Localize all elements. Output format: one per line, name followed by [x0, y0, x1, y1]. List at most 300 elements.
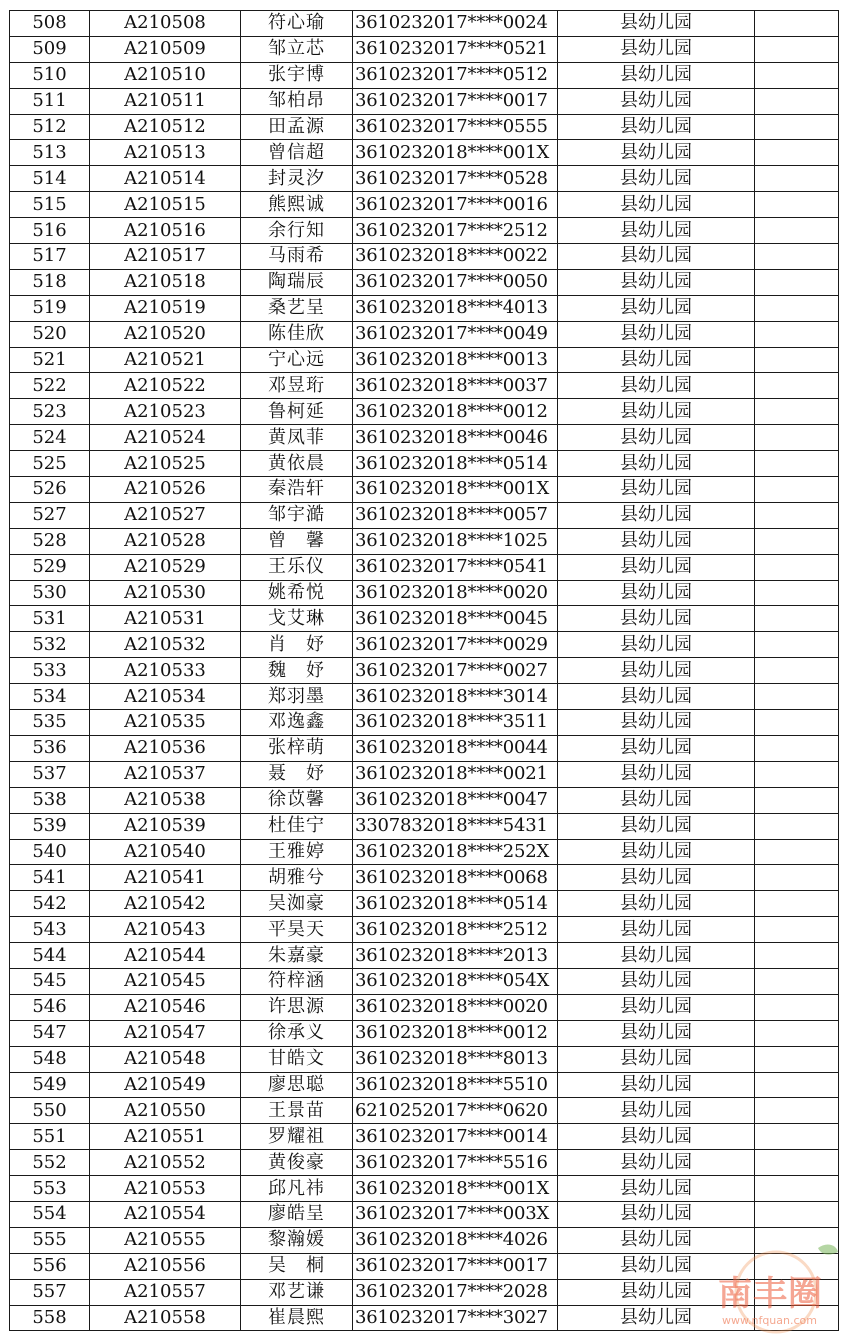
- child-name-cell: 黄俊豪: [241, 1150, 353, 1176]
- table-row: [10, 1020, 839, 1046]
- table-row: [10, 554, 839, 580]
- row-number-cell: 540: [10, 839, 90, 865]
- table-row: [10, 11, 839, 37]
- note-cell: [755, 761, 839, 787]
- school-name-cell: 县幼儿园: [558, 11, 755, 37]
- school-name-cell: 县幼儿园: [558, 735, 755, 761]
- table-row: [10, 321, 839, 347]
- note-cell: [755, 347, 839, 373]
- admission-code-cell: A210556: [90, 1253, 241, 1279]
- id-number-cell: 3610232018****1025: [353, 528, 558, 554]
- admission-code-cell: A210518: [90, 269, 241, 295]
- school-name-cell: 县幼儿园: [558, 1072, 755, 1098]
- table-row: [10, 684, 839, 710]
- row-number-cell: 516: [10, 218, 90, 244]
- table-row: [10, 1046, 839, 1072]
- note-cell: [755, 166, 839, 192]
- admission-code-cell: A210519: [90, 295, 241, 321]
- admission-code-cell: A210534: [90, 684, 241, 710]
- table-row: [10, 347, 839, 373]
- admission-code-cell: A210557: [90, 1279, 241, 1305]
- note-cell: [755, 632, 839, 658]
- id-number-cell: 3610232017****003X: [353, 1201, 558, 1227]
- id-number-cell: 3610232018****0068: [353, 865, 558, 891]
- child-name-cell: 邹立芯: [241, 36, 353, 62]
- note-cell: [755, 891, 839, 917]
- child-name-cell: 崔晨熙: [241, 1305, 353, 1331]
- table-row: [10, 528, 839, 554]
- row-number-cell: 515: [10, 192, 90, 218]
- note-cell: [755, 114, 839, 140]
- school-name-cell: 县幼儿园: [558, 710, 755, 736]
- id-number-cell: 3610232018****5510: [353, 1072, 558, 1098]
- note-cell: [755, 1201, 839, 1227]
- school-name-cell: 县幼儿园: [558, 1201, 755, 1227]
- school-name-cell: 县幼儿园: [558, 606, 755, 632]
- admission-code-cell: A210535: [90, 710, 241, 736]
- table-row: [10, 1150, 839, 1176]
- admission-code-cell: A210531: [90, 606, 241, 632]
- row-number-cell: 557: [10, 1279, 90, 1305]
- id-number-cell: 3610232018****2512: [353, 917, 558, 943]
- admission-code-cell: A210543: [90, 917, 241, 943]
- id-number-cell: 3610232017****2028: [353, 1279, 558, 1305]
- school-name-cell: 县幼儿园: [558, 502, 755, 528]
- note-cell: [755, 11, 839, 37]
- admission-code-cell: A210558: [90, 1305, 241, 1331]
- note-cell: [755, 735, 839, 761]
- note-cell: [755, 1072, 839, 1098]
- table-row: [10, 373, 839, 399]
- school-name-cell: 县幼儿园: [558, 1020, 755, 1046]
- id-number-cell: 3610232018****4026: [353, 1227, 558, 1253]
- admission-code-cell: A210527: [90, 502, 241, 528]
- table-row: [10, 1098, 839, 1124]
- school-name-cell: 县幼儿园: [558, 88, 755, 114]
- note-cell: [755, 658, 839, 684]
- child-name-cell: 曾 馨: [241, 528, 353, 554]
- table-row: [10, 36, 839, 62]
- school-name-cell: 县幼儿园: [558, 425, 755, 451]
- table-row: [10, 839, 839, 865]
- id-number-cell: 3610232018****0044: [353, 735, 558, 761]
- id-number-cell: 3610232018****0013: [353, 347, 558, 373]
- admission-code-cell: A210542: [90, 891, 241, 917]
- table-row: [10, 477, 839, 503]
- watermark-url: www.nfquan.com: [722, 1314, 817, 1327]
- table-row: [10, 140, 839, 166]
- note-cell: [755, 425, 839, 451]
- note-cell: [755, 787, 839, 813]
- school-name-cell: 县幼儿园: [558, 62, 755, 88]
- admission-code-cell: A210554: [90, 1201, 241, 1227]
- id-number-cell: 3610232018****0045: [353, 606, 558, 632]
- school-name-cell: 县幼儿园: [558, 1176, 755, 1202]
- child-name-cell: 杜佳宁: [241, 813, 353, 839]
- child-name-cell: 符梓涵: [241, 968, 353, 994]
- row-number-cell: 548: [10, 1046, 90, 1072]
- school-name-cell: 县幼儿园: [558, 1046, 755, 1072]
- child-name-cell: 邓艺谦: [241, 1279, 353, 1305]
- id-number-cell: 3610232018****001X: [353, 1176, 558, 1202]
- table-body: [10, 11, 839, 1331]
- table-row: [10, 632, 839, 658]
- admission-code-cell: A210550: [90, 1098, 241, 1124]
- note-cell: [755, 1176, 839, 1202]
- row-number-cell: 519: [10, 295, 90, 321]
- admission-code-cell: A210523: [90, 399, 241, 425]
- note-cell: [755, 373, 839, 399]
- admission-code-cell: A210544: [90, 943, 241, 969]
- row-number-cell: 547: [10, 1020, 90, 1046]
- row-number-cell: 531: [10, 606, 90, 632]
- row-number-cell: 555: [10, 1227, 90, 1253]
- admission-code-cell: A210549: [90, 1072, 241, 1098]
- school-name-cell: 县幼儿园: [558, 787, 755, 813]
- admission-code-cell: A210537: [90, 761, 241, 787]
- admission-code-cell: A210552: [90, 1150, 241, 1176]
- id-number-cell: 3610232017****0014: [353, 1124, 558, 1150]
- row-number-cell: 517: [10, 244, 90, 270]
- child-name-cell: 邓昱珩: [241, 373, 353, 399]
- table-row: [10, 1072, 839, 1098]
- school-name-cell: 县幼儿园: [558, 321, 755, 347]
- note-cell: [755, 710, 839, 736]
- note-cell: [755, 1124, 839, 1150]
- table-row: [10, 502, 839, 528]
- row-number-cell: 551: [10, 1124, 90, 1150]
- id-number-cell: 3610232018****0046: [353, 425, 558, 451]
- child-name-cell: 徐承义: [241, 1020, 353, 1046]
- table-row: [10, 1201, 839, 1227]
- child-name-cell: 鲁柯延: [241, 399, 353, 425]
- row-number-cell: 521: [10, 347, 90, 373]
- table-row: [10, 710, 839, 736]
- id-number-cell: 3610232017****0017: [353, 1253, 558, 1279]
- id-number-cell: 3610232018****252X: [353, 839, 558, 865]
- row-number-cell: 527: [10, 502, 90, 528]
- admission-code-cell: A210545: [90, 968, 241, 994]
- row-number-cell: 544: [10, 943, 90, 969]
- note-cell: [755, 1150, 839, 1176]
- child-name-cell: 王景苗: [241, 1098, 353, 1124]
- id-number-cell: 3610232017****0016: [353, 192, 558, 218]
- row-number-cell: 526: [10, 477, 90, 503]
- id-number-cell: 3610232018****054X: [353, 968, 558, 994]
- note-cell: [755, 244, 839, 270]
- table-row: [10, 192, 839, 218]
- id-number-cell: 3610232017****5516: [353, 1150, 558, 1176]
- row-number-cell: 558: [10, 1305, 90, 1331]
- table-row: [10, 114, 839, 140]
- table-row: [10, 425, 839, 451]
- school-name-cell: 县幼儿园: [558, 632, 755, 658]
- child-name-cell: 肖 妤: [241, 632, 353, 658]
- school-name-cell: 县幼儿园: [558, 943, 755, 969]
- id-number-cell: 3610232017****0017: [353, 88, 558, 114]
- id-number-cell: 3610232017****0024: [353, 11, 558, 37]
- school-name-cell: 县幼儿园: [558, 813, 755, 839]
- id-number-cell: 3610232018****0020: [353, 580, 558, 606]
- table-row: [10, 580, 839, 606]
- school-name-cell: 县幼儿园: [558, 373, 755, 399]
- admission-code-cell: A210510: [90, 62, 241, 88]
- child-name-cell: 吴洳豪: [241, 891, 353, 917]
- child-name-cell: 陶瑞辰: [241, 269, 353, 295]
- school-name-cell: 县幼儿园: [558, 1098, 755, 1124]
- id-number-cell: 3610232018****0021: [353, 761, 558, 787]
- child-name-cell: 胡雅兮: [241, 865, 353, 891]
- admission-code-cell: A210520: [90, 321, 241, 347]
- school-name-cell: 县幼儿园: [558, 684, 755, 710]
- school-name-cell: 县幼儿园: [558, 865, 755, 891]
- note-cell: [755, 88, 839, 114]
- note-cell: [755, 1279, 839, 1305]
- table-row: [10, 787, 839, 813]
- school-name-cell: 县幼儿园: [558, 1150, 755, 1176]
- note-cell: [755, 218, 839, 244]
- note-cell: [755, 62, 839, 88]
- row-number-cell: 523: [10, 399, 90, 425]
- child-name-cell: 王雅婷: [241, 839, 353, 865]
- school-name-cell: 县幼儿园: [558, 1124, 755, 1150]
- school-name-cell: 县幼儿园: [558, 1305, 755, 1331]
- note-cell: [755, 684, 839, 710]
- row-number-cell: 512: [10, 114, 90, 140]
- admission-code-cell: A210541: [90, 865, 241, 891]
- id-number-cell: 3610232018****0037: [353, 373, 558, 399]
- row-number-cell: 553: [10, 1176, 90, 1202]
- child-name-cell: 熊熙诚: [241, 192, 353, 218]
- id-number-cell: 3610232017****0528: [353, 166, 558, 192]
- table-row: [10, 658, 839, 684]
- admission-code-cell: A210548: [90, 1046, 241, 1072]
- table-row: [10, 813, 839, 839]
- id-number-cell: 3610232018****0514: [353, 451, 558, 477]
- row-number-cell: 524: [10, 425, 90, 451]
- note-cell: [755, 502, 839, 528]
- row-number-cell: 510: [10, 62, 90, 88]
- school-name-cell: 县幼儿园: [558, 166, 755, 192]
- table-row: [10, 865, 839, 891]
- table-row: [10, 295, 839, 321]
- child-name-cell: 封灵汐: [241, 166, 353, 192]
- admission-code-cell: A210511: [90, 88, 241, 114]
- note-cell: [755, 1020, 839, 1046]
- id-number-cell: 3610232018****0020: [353, 994, 558, 1020]
- child-name-cell: 姚希悦: [241, 580, 353, 606]
- note-cell: [755, 968, 839, 994]
- note-cell: [755, 140, 839, 166]
- child-name-cell: 王乐仪: [241, 554, 353, 580]
- school-name-cell: 县幼儿园: [558, 244, 755, 270]
- admission-code-cell: A210553: [90, 1176, 241, 1202]
- note-cell: [755, 554, 839, 580]
- row-number-cell: 552: [10, 1150, 90, 1176]
- school-name-cell: 县幼儿园: [558, 994, 755, 1020]
- id-number-cell: 3610232017****3027: [353, 1305, 558, 1331]
- school-name-cell: 县幼儿园: [558, 1279, 755, 1305]
- row-number-cell: 538: [10, 787, 90, 813]
- admission-code-cell: A210517: [90, 244, 241, 270]
- school-name-cell: 县幼儿园: [558, 1253, 755, 1279]
- admission-code-cell: A210515: [90, 192, 241, 218]
- child-name-cell: 戈艾琳: [241, 606, 353, 632]
- note-cell: [755, 813, 839, 839]
- id-number-cell: 3610232017****0512: [353, 62, 558, 88]
- school-name-cell: 县幼儿园: [558, 114, 755, 140]
- school-name-cell: 县幼儿园: [558, 451, 755, 477]
- table-row: [10, 891, 839, 917]
- school-name-cell: 县幼儿园: [558, 761, 755, 787]
- school-name-cell: 县幼儿园: [558, 399, 755, 425]
- note-cell: [755, 1305, 839, 1331]
- school-name-cell: 县幼儿园: [558, 580, 755, 606]
- child-name-cell: 许思源: [241, 994, 353, 1020]
- row-number-cell: 545: [10, 968, 90, 994]
- id-number-cell: 3610232018****2013: [353, 943, 558, 969]
- note-cell: [755, 399, 839, 425]
- note-cell: [755, 580, 839, 606]
- child-name-cell: 邱凡祎: [241, 1176, 353, 1202]
- school-name-cell: 县幼儿园: [558, 1227, 755, 1253]
- note-cell: [755, 321, 839, 347]
- row-number-cell: 529: [10, 554, 90, 580]
- table-row: [10, 1279, 839, 1305]
- table-row: [10, 735, 839, 761]
- child-name-cell: 宁心远: [241, 347, 353, 373]
- school-name-cell: 县幼儿园: [558, 36, 755, 62]
- note-cell: [755, 943, 839, 969]
- school-name-cell: 县幼儿园: [558, 658, 755, 684]
- row-number-cell: 541: [10, 865, 90, 891]
- table-row: [10, 88, 839, 114]
- admission-code-cell: A210512: [90, 114, 241, 140]
- school-name-cell: 县幼儿园: [558, 218, 755, 244]
- child-name-cell: 马雨希: [241, 244, 353, 270]
- id-number-cell: 3610232018****4013: [353, 295, 558, 321]
- watermark-logo-text: 南丰圈: [718, 1274, 823, 1314]
- row-number-cell: 537: [10, 761, 90, 787]
- child-name-cell: 黄依晨: [241, 451, 353, 477]
- note-cell: [755, 192, 839, 218]
- admission-code-cell: A210522: [90, 373, 241, 399]
- school-name-cell: 县幼儿园: [558, 554, 755, 580]
- admission-code-cell: A210555: [90, 1227, 241, 1253]
- note-cell: [755, 295, 839, 321]
- table-row: [10, 761, 839, 787]
- admission-code-cell: A210526: [90, 477, 241, 503]
- table-row: [10, 994, 839, 1020]
- school-name-cell: 县幼儿园: [558, 269, 755, 295]
- admission-list-table: [9, 10, 839, 1331]
- child-name-cell: 邹宇澔: [241, 502, 353, 528]
- row-number-cell: 520: [10, 321, 90, 347]
- row-number-cell: 532: [10, 632, 90, 658]
- table-row: [10, 968, 839, 994]
- id-number-cell: 3610232017****0521: [353, 36, 558, 62]
- row-number-cell: 549: [10, 1072, 90, 1098]
- child-name-cell: 郑羽墨: [241, 684, 353, 710]
- admission-code-cell: A210538: [90, 787, 241, 813]
- child-name-cell: 邹柏昂: [241, 88, 353, 114]
- note-cell: [755, 451, 839, 477]
- child-name-cell: 平昊天: [241, 917, 353, 943]
- id-number-cell: 3610232017****0541: [353, 554, 558, 580]
- table-row: [10, 1227, 839, 1253]
- id-number-cell: 3610232018****001X: [353, 477, 558, 503]
- child-name-cell: 邓逸鑫: [241, 710, 353, 736]
- id-number-cell: 3610232018****3014: [353, 684, 558, 710]
- admission-code-cell: A210514: [90, 166, 241, 192]
- note-cell: [755, 1253, 839, 1279]
- row-number-cell: 518: [10, 269, 90, 295]
- admission-code-cell: A210539: [90, 813, 241, 839]
- row-number-cell: 530: [10, 580, 90, 606]
- id-number-cell: 3610232017****0049: [353, 321, 558, 347]
- school-name-cell: 县幼儿园: [558, 295, 755, 321]
- row-number-cell: 554: [10, 1201, 90, 1227]
- id-number-cell: 3610232017****0555: [353, 114, 558, 140]
- table-row: [10, 62, 839, 88]
- row-number-cell: 542: [10, 891, 90, 917]
- row-number-cell: 508: [10, 11, 90, 37]
- id-number-cell: 3610232018****0047: [353, 787, 558, 813]
- row-number-cell: 525: [10, 451, 90, 477]
- note-cell: [755, 1098, 839, 1124]
- admission-code-cell: A210528: [90, 528, 241, 554]
- row-number-cell: 556: [10, 1253, 90, 1279]
- child-name-cell: 桑艺呈: [241, 295, 353, 321]
- note-cell: [755, 1046, 839, 1072]
- row-number-cell: 550: [10, 1098, 90, 1124]
- admission-code-cell: A210551: [90, 1124, 241, 1150]
- note-cell: [755, 1227, 839, 1253]
- child-name-cell: 张梓萌: [241, 735, 353, 761]
- admission-code-cell: A210536: [90, 735, 241, 761]
- row-number-cell: 514: [10, 166, 90, 192]
- child-name-cell: 罗耀祖: [241, 1124, 353, 1150]
- id-number-cell: 3610232018****0514: [353, 891, 558, 917]
- row-number-cell: 509: [10, 36, 90, 62]
- child-name-cell: 吴 桐: [241, 1253, 353, 1279]
- child-name-cell: 朱嘉豪: [241, 943, 353, 969]
- row-number-cell: 533: [10, 658, 90, 684]
- child-name-cell: 廖皓呈: [241, 1201, 353, 1227]
- note-cell: [755, 477, 839, 503]
- school-name-cell: 县幼儿园: [558, 968, 755, 994]
- note-cell: [755, 528, 839, 554]
- admission-code-cell: A210547: [90, 1020, 241, 1046]
- row-number-cell: 511: [10, 88, 90, 114]
- child-name-cell: 聂 妤: [241, 761, 353, 787]
- id-number-cell: 3610232017****0029: [353, 632, 558, 658]
- id-number-cell: 3610232017****0027: [353, 658, 558, 684]
- id-number-cell: 3610232017****2512: [353, 218, 558, 244]
- school-name-cell: 县幼儿园: [558, 477, 755, 503]
- admission-code-cell: A210529: [90, 554, 241, 580]
- note-cell: [755, 917, 839, 943]
- admission-code-cell: A210540: [90, 839, 241, 865]
- row-number-cell: 535: [10, 710, 90, 736]
- admission-code-cell: A210521: [90, 347, 241, 373]
- child-name-cell: 徐苡馨: [241, 787, 353, 813]
- child-name-cell: 符心瑜: [241, 11, 353, 37]
- id-number-cell: 3610232018****3511: [353, 710, 558, 736]
- school-name-cell: 县幼儿园: [558, 839, 755, 865]
- row-number-cell: 528: [10, 528, 90, 554]
- child-name-cell: 廖思聪: [241, 1072, 353, 1098]
